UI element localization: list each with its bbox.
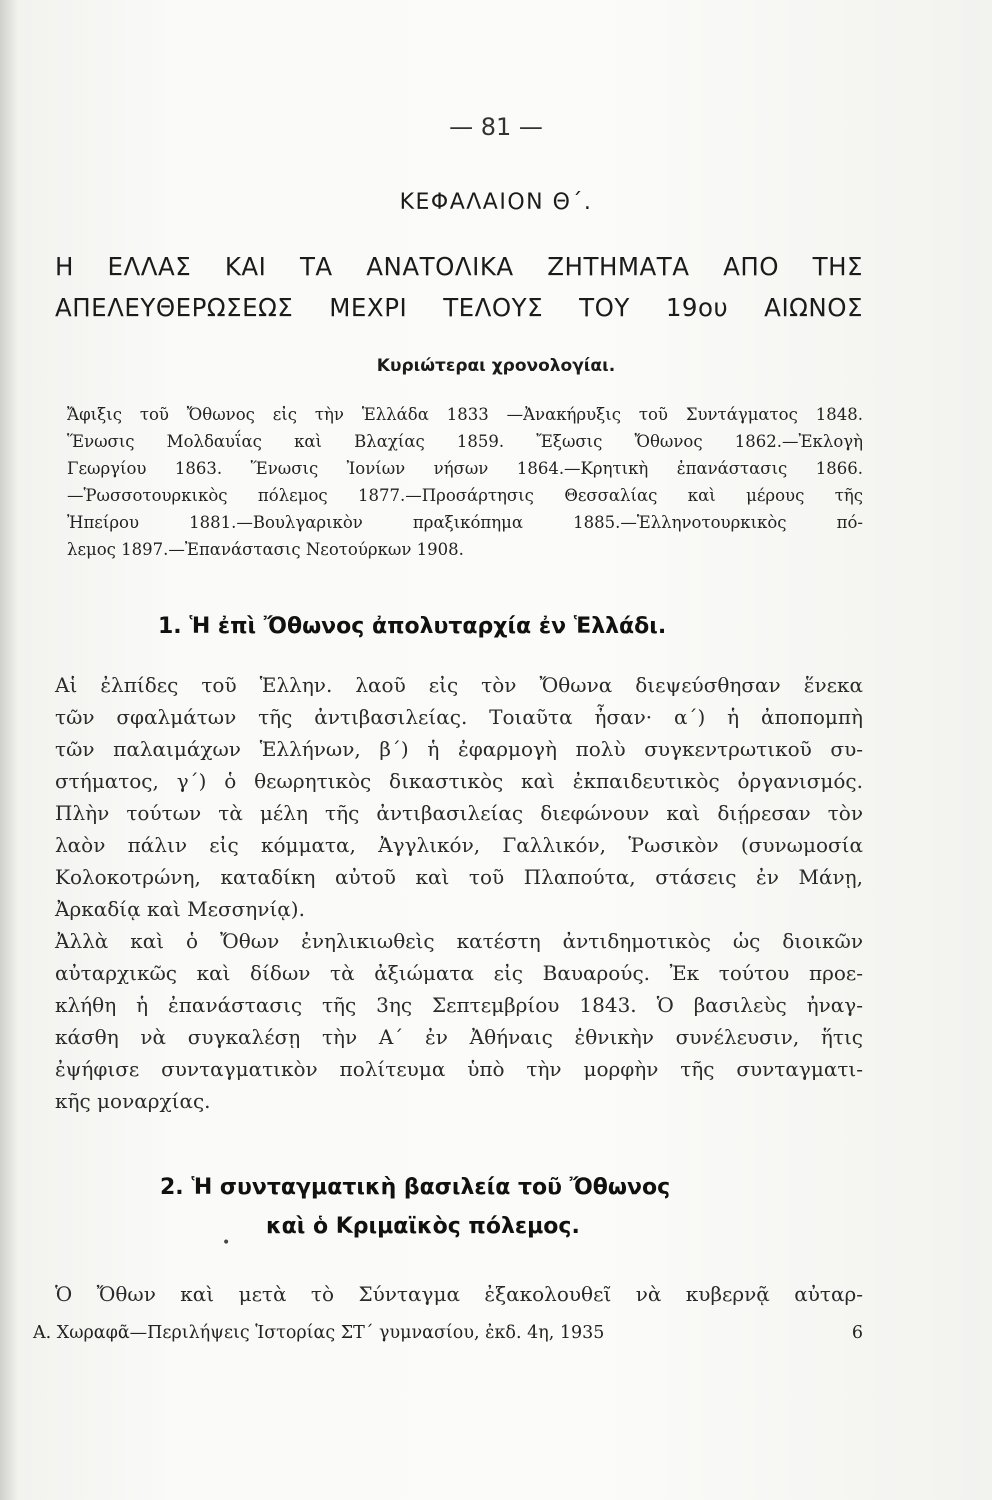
- paragraph-line: ἐψήφισε συνταγματικὸν πολίτευμα ὑπὸ τὴν μορφὴν τῆς συνταγματι-: [55, 1057, 863, 1081]
- printed-bullet-mark: •: [222, 1235, 231, 1251]
- section-heading: 2. Ἡ συνταγματικὴ βασιλεία τοῦ Ὄθωνος: [160, 1175, 671, 1200]
- paragraph-line: Ἀλλὰ καὶ ὁ Ὄθων ἐνηλικιωθεὶς κατέστη ἀντιδημοτικὸς ὡς διοικῶν: [55, 929, 863, 953]
- section-heading: 1. Ἡ ἐπὶ Ὄθωνος ἀπολυταρχία ἐν Ἑλλάδι.: [158, 614, 667, 639]
- chronology-line: λεμος 1897.—Ἐπανάστασις Νεοτούρκων 1908.: [67, 540, 464, 559]
- chronology-line: Ἠπείρου 1881.—Βουλγαρικὸν πραξικόπημα 1885.—Ἑλληνοτουρκικὸς πό-: [67, 513, 863, 532]
- chronology-line: —Ῥωσσοτουρκικὸς πόλεμος 1877.—Προσάρτησις Θεσσαλίας καὶ μέρους τῆς: [67, 486, 863, 505]
- paragraph-line: κάσθη νὰ συγκαλέσῃ τὴν Α΄ ἐν Ἀθήναις ἐθνικὴν συνέλευσιν, ἥτις: [55, 1025, 863, 1049]
- page-number: — 81 —: [449, 113, 543, 141]
- paragraph-line: Αἱ ἐλπίδες τοῦ Ἑλλην. λαοῦ εἰς τὸν Ὄθωνα διεψεύσθησαν ἕνεκα: [55, 673, 863, 697]
- chronology-line: Ἄφιξις τοῦ Ὄθωνος εἰς τὴν Ἑλλάδα 1833 —Ἀνακήρυξις τοῦ Συντάγματος 1848.: [67, 405, 863, 424]
- paragraph-line: στήματος, γ΄) ὁ θεωρητικὸς δικαστικὸς καὶ ἐκπαιδευτικὸς ὀργανισμός.: [55, 769, 863, 793]
- paragraph-line: Ὁ Ὄθων καὶ μετὰ τὸ Σύνταγμα ἐξακολουθεῖ νὰ κυβερνᾷ αὐταρ-: [55, 1282, 863, 1306]
- paragraph-line: Κολοκοτρώνη, καταδίκη αὐτοῦ καὶ τοῦ Πλαπούτα, στάσεις ἐν Μάνῃ,: [55, 865, 863, 889]
- paragraph-line: τῶν σφαλμάτων τῆς ἀντιβασιλείας. Τοιαῦτα ἦσαν· α΄) ἡ ἀποπομπὴ: [55, 705, 863, 729]
- chapter-heading: ΚΕΦΑΛΑΙΟΝ Θ΄.: [399, 190, 593, 215]
- chapter-title-line: Η ΕΛΛΑΣ ΚΑΙ ΤΑ ΑΝΑΤΟΛΙΚΑ ΖΗΤΗΜΑΤΑ ΑΠΟ ΤΗΣ: [55, 252, 863, 281]
- paragraph-line: αὐταρχικῶς καὶ δίδων τὰ ἀξιώματα εἰς Βαυαρούς. Ἐκ τούτου προε-: [55, 961, 863, 985]
- page-footer: [33, 1323, 863, 1343]
- spine-shadow: [0, 0, 18, 1500]
- paragraph-line: Πλὴν τούτων τὰ μέλη τῆς ἀντιβασιλείας διεφώνουν καὶ διῄρεσαν τὸν: [55, 801, 863, 825]
- paragraph-line: κῆς μοναρχίας.: [55, 1089, 211, 1113]
- paragraph-line: Ἀρκαδίᾳ καὶ Μεσσηνίᾳ).: [55, 897, 305, 921]
- chronology-line: Ἕνωσις Μολδαυΐας καὶ Βλαχίας 1859. Ἔξωσις Ὄθωνος 1862.—Ἐκλογὴ: [67, 432, 863, 451]
- section-heading: καὶ ὁ Κριμαϊκὸς πόλεμος.: [266, 1214, 580, 1239]
- paragraph-line: λαὸν πάλιν εἰς κόμματα, Ἀγγλικόν, Γαλλικόν, Ῥωσικὸν (συνωμοσία: [55, 833, 863, 857]
- footer-citation: Α. Χωραφᾶ—Περιλήψεις Ἱστορίας ΣΤ΄ γυμνασίου, ἐκδ. 4η, 1935: [33, 1323, 605, 1343]
- chapter-title-line: ΑΠΕΛΕΥΘΕΡΩΣΕΩΣ ΜΕΧΡΙ ΤΕΛΟΥΣ ΤΟΥ 19ου ΑΙΩΝΟΣ: [55, 293, 863, 322]
- printer-signature: 6: [851, 1323, 863, 1343]
- paragraph-line: κλήθη ἡ ἐπανάστασις τῆς 3ης Σεπτεμβρίου 1843. Ὁ βασιλεὺς ἠναγ-: [55, 993, 863, 1017]
- chronology-line: Γεωργίου 1863. Ἕνωσις Ἰονίων νήσων 1864.—Κρητικὴ ἐπανάστασις 1866.: [67, 459, 863, 478]
- paragraph-line: τῶν παλαιμάχων Ἑλλήνων, β΄) ἡ ἐφαρμογὴ πολὺ συγκεντρωτικοῦ συ-: [55, 737, 863, 761]
- chronology-heading: Κυριώτεραι χρονολογίαι.: [376, 356, 616, 376]
